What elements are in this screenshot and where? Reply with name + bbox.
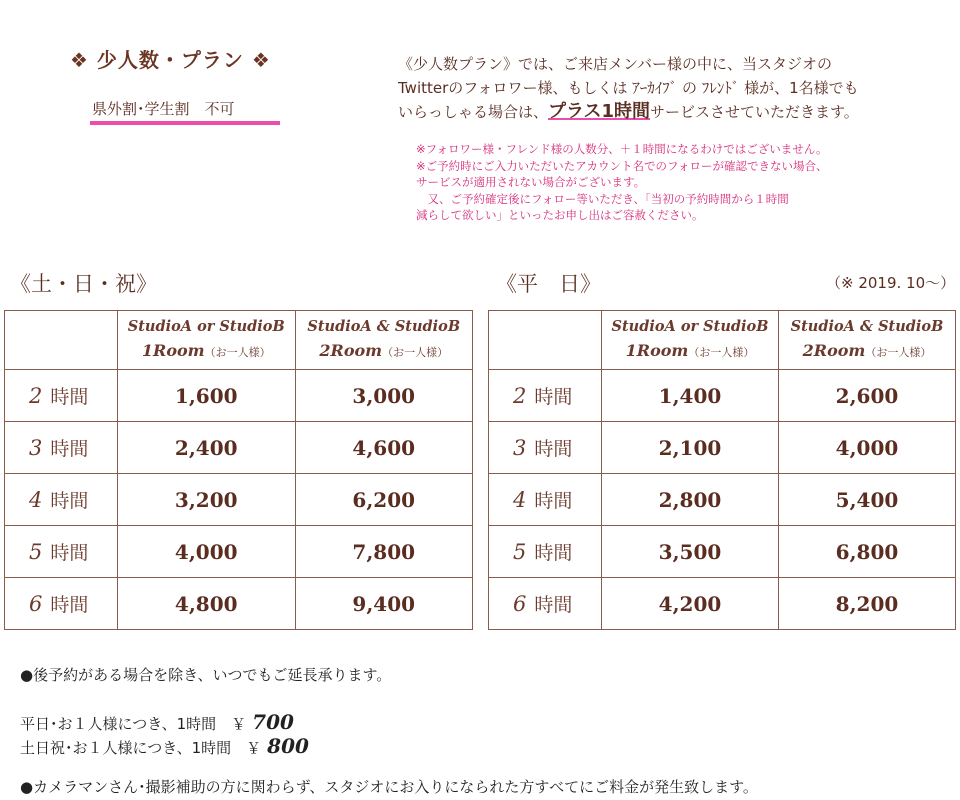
fee-amount: 700 — [252, 710, 294, 734]
hours-cell — [5, 526, 118, 578]
hours-cell — [5, 370, 118, 422]
weekend-extension-fee — [20, 734, 309, 758]
table-row — [489, 422, 956, 474]
price-2room: 5,400 — [779, 474, 956, 526]
table-row — [489, 526, 956, 578]
price-1room: 2,400 — [118, 422, 296, 474]
price-1room: 2,100 — [602, 422, 779, 474]
hours-number: 2 — [513, 384, 527, 408]
plan-restriction: 県外割･学生割 不可 — [92, 100, 235, 118]
hours-number: 3 — [29, 436, 43, 460]
hours-cell — [489, 526, 602, 578]
hours-unit: 時間 — [50, 490, 89, 512]
price-2room: 4,600 — [295, 422, 473, 474]
hours-unit: 時間 — [50, 438, 89, 460]
hours-number: 2 — [29, 384, 43, 408]
room-note: （お一人様） — [688, 346, 755, 359]
price-2room: 6,800 — [779, 526, 956, 578]
price-2room: 8,200 — [779, 578, 956, 630]
hours-number: 5 — [29, 540, 43, 564]
price-2room: 4,000 — [779, 422, 956, 474]
room-label: 2Room — [802, 341, 866, 360]
room-label: 2Room — [319, 341, 383, 360]
fee-amount: 800 — [267, 734, 309, 758]
hours-unit: 時間 — [534, 594, 573, 616]
hours-number: 6 — [513, 592, 527, 616]
price-2room: 7,800 — [295, 526, 473, 578]
hours-unit: 時間 — [534, 386, 573, 408]
table-row — [489, 578, 956, 630]
notes-block — [416, 141, 956, 224]
hours-cell — [489, 422, 602, 474]
hours-cell — [5, 474, 118, 526]
price-1room: 1,400 — [602, 370, 779, 422]
hours-cell — [5, 578, 118, 630]
extension-note: ●後予約がある場合を除き、いつでもご延長承ります。 — [20, 666, 392, 684]
charge-note: ●カメラマンさん･撮影補助の方に関わらず、スタジオにお入りになられた方すべてにご料金が発生致します。 — [20, 778, 758, 796]
col-header-1room — [118, 311, 296, 370]
note-line: 又、ご予約確定後にフォロー等いただき、「当初の予約時間から１時間 — [416, 191, 789, 206]
hours-number: 5 — [513, 540, 527, 564]
hours-unit: 時間 — [534, 542, 573, 564]
room-label: 1Room — [625, 341, 689, 360]
table-row — [5, 578, 473, 630]
price-1room: 4,200 — [602, 578, 779, 630]
effective-date: （※ 2019. 10～） — [826, 274, 956, 292]
description-line: 《少人数プラン》では、ご来店メンバー様の中に、当スタジオの — [398, 55, 832, 73]
description-text: いらっしゃる場合は、 — [398, 103, 549, 121]
hours-unit: 時間 — [534, 490, 573, 512]
hours-number: 4 — [29, 488, 43, 512]
studio-name: StudioA & StudioB — [790, 318, 944, 335]
room-label: 1Room — [141, 341, 205, 360]
price-1room: 2,800 — [602, 474, 779, 526]
studio-name: StudioA or StudioB — [127, 318, 285, 335]
weekend-heading: 《土・日・祝》 — [10, 272, 157, 296]
price-1room: 3,200 — [118, 474, 296, 526]
weekday-extension-fee — [20, 710, 294, 734]
hours-cell — [5, 422, 118, 474]
col-header-1room — [602, 311, 779, 370]
price-1room: 3,500 — [602, 526, 779, 578]
table-row — [5, 474, 473, 526]
description-line: Twitterのフォロワー様、もしくは ｱｰｶｲﾌﾞ の ﾌﾚﾝﾄﾞ 様が、1名様でも — [398, 79, 859, 97]
restriction-underline — [90, 121, 280, 125]
col-header-2room — [779, 311, 956, 370]
description-text: サービスさせていただきます。 — [650, 103, 859, 121]
plan-description — [398, 52, 938, 124]
note-line: サービスが適用されない場合がございます。 — [416, 175, 646, 189]
price-1room: 1,600 — [118, 370, 296, 422]
price-2room: 9,400 — [295, 578, 473, 630]
hours-cell — [489, 370, 602, 422]
price-2room: 3,000 — [295, 370, 473, 422]
table-row — [5, 422, 473, 474]
hours-cell — [489, 474, 602, 526]
room-note: （お一人様） — [382, 346, 449, 359]
studio-name: StudioA & StudioB — [307, 318, 461, 335]
table-row — [5, 370, 473, 422]
table-row — [489, 474, 956, 526]
table-corner — [489, 311, 602, 370]
price-2room: 6,200 — [295, 474, 473, 526]
col-header-2room — [295, 311, 473, 370]
fee-label: 土日祝･お１人様につき、1時間 ￥ — [20, 739, 262, 757]
bonus-highlight: プラス1時間 — [548, 101, 650, 122]
hours-unit: 時間 — [50, 594, 89, 616]
hours-unit: 時間 — [50, 542, 89, 564]
hours-cell — [489, 578, 602, 630]
description-line — [398, 100, 938, 124]
weekday-heading: 《平 日》 — [496, 272, 601, 296]
price-2room: 2,600 — [779, 370, 956, 422]
fee-label: 平日･お１人様につき、1時間 ￥ — [20, 715, 247, 733]
table-corner — [5, 311, 118, 370]
note-line: 減らして欲しい」といったお申し出はご容赦ください。 — [416, 208, 704, 222]
note-line: ※ご予約時にご入力いただいたアカウント名でのフォローが確認できない場合、 — [416, 158, 828, 173]
table-row — [489, 370, 956, 422]
hours-number: 6 — [29, 592, 43, 616]
room-note: （お一人様） — [204, 346, 271, 359]
weekday-price-table — [488, 310, 956, 630]
price-1room: 4,800 — [118, 578, 296, 630]
hours-unit: 時間 — [50, 386, 89, 408]
table-row — [5, 526, 473, 578]
note-line: ※フォロワー様・フレンド様の人数分、＋１時間になるわけではございません。 — [416, 142, 828, 156]
weekend-price-table — [4, 310, 473, 630]
hours-unit: 時間 — [534, 438, 573, 460]
room-note: （お一人様） — [865, 346, 932, 359]
price-1room: 4,000 — [118, 526, 296, 578]
hours-number: 3 — [513, 436, 527, 460]
hours-number: 4 — [513, 488, 527, 512]
plan-title: ❖ 少人数・プラン ❖ — [70, 48, 271, 72]
studio-name: StudioA or StudioB — [611, 318, 769, 335]
